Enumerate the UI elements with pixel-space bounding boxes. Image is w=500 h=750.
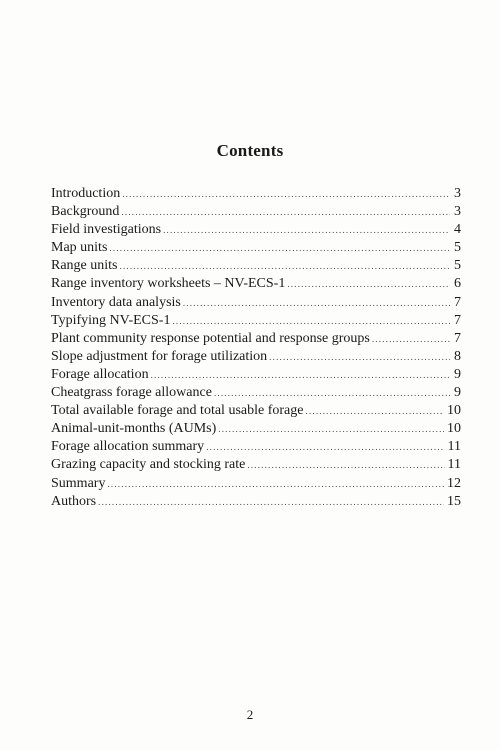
dot-leader — [247, 456, 444, 474]
toc-entry-page: 15 — [447, 493, 461, 509]
toc-entry — [51, 493, 461, 511]
dot-leader — [269, 348, 450, 366]
toc-entry — [51, 456, 461, 474]
table-of-contents — [51, 185, 461, 511]
toc-entry-page: 10 — [447, 421, 461, 437]
toc-entry-label: Animal-unit-months (AUMs) — [51, 421, 217, 437]
contents-title: Contents — [216, 141, 284, 160]
toc-entry-page: 9 — [454, 366, 461, 382]
toc-entry-page: 12 — [447, 475, 461, 491]
toc-entry-page: 5 — [454, 240, 461, 256]
toc-entry-page: 7 — [454, 312, 461, 328]
dot-leader — [120, 257, 451, 275]
dot-leader — [163, 221, 450, 239]
toc-entry-page: 3 — [454, 204, 461, 220]
toc-entry — [51, 420, 461, 438]
dot-leader — [214, 384, 450, 402]
dot-leader — [98, 493, 444, 511]
toc-entry — [51, 257, 461, 275]
toc-entry-label: Range units — [51, 258, 118, 274]
toc-entry-page: 7 — [454, 330, 461, 346]
toc-entry-label: Forage allocation summary — [51, 439, 205, 455]
toc-entry-page: 11 — [447, 457, 461, 473]
toc-entry-page: 3 — [454, 186, 461, 201]
toc-entry-page: 9 — [454, 385, 461, 401]
dot-leader — [206, 438, 444, 456]
toc-entry-label: Inventory data analysis — [51, 294, 181, 310]
toc-entry-label: Typifying NV-ECS-1 — [51, 312, 171, 328]
toc-entry — [51, 366, 461, 384]
toc-entry — [51, 438, 461, 456]
toc-entry-label: Cheatgrass forage allowance — [51, 385, 212, 401]
toc-entry — [51, 384, 461, 402]
toc-entry-label: Summary — [51, 475, 106, 491]
toc-entry-page: 8 — [454, 348, 461, 364]
dot-leader — [305, 402, 444, 420]
dot-leader — [121, 203, 450, 221]
dot-leader — [109, 239, 450, 257]
toc-entry — [51, 275, 461, 293]
toc-entry-page: 10 — [447, 403, 461, 419]
toc-entry — [51, 185, 461, 203]
toc-entry-label: Range inventory worksheets – NV-ECS-1 — [51, 276, 286, 292]
dot-leader — [218, 420, 444, 438]
dot-leader — [372, 330, 450, 348]
toc-entry-label: Introduction — [51, 186, 121, 201]
toc-entry-page: 6 — [454, 276, 461, 292]
toc-entry-label: Grazing capacity and stocking rate — [51, 457, 246, 473]
dot-leader — [122, 185, 450, 203]
dot-leader — [183, 294, 450, 312]
dot-leader — [172, 312, 450, 330]
toc-entry-label: Plant community response potential and response groups — [51, 330, 370, 346]
toc-entry — [51, 203, 461, 221]
toc-entry — [51, 221, 461, 239]
dot-leader — [287, 275, 450, 293]
dot-leader — [151, 366, 450, 384]
toc-entry — [51, 294, 461, 312]
toc-entry — [51, 330, 461, 348]
toc-entry-label: Map units — [51, 240, 108, 256]
toc-entry-label: Authors — [51, 493, 97, 509]
toc-entry — [51, 348, 461, 366]
dot-leader — [107, 475, 444, 493]
toc-entry-label: Background — [51, 204, 120, 220]
toc-entry-page: 5 — [454, 258, 461, 274]
toc-entry-label: Forage allocation — [51, 366, 149, 382]
toc-entry — [51, 239, 461, 257]
toc-entry-page: 11 — [447, 439, 461, 455]
toc-entry — [51, 475, 461, 493]
toc-entry-label: Field investigations — [51, 222, 162, 238]
toc-entry-page: 4 — [454, 222, 461, 238]
toc-entry — [51, 402, 461, 420]
toc-entry — [51, 312, 461, 330]
toc-entry-label: Slope adjustment for forage utilization — [51, 348, 268, 364]
toc-entry-page: 7 — [454, 294, 461, 310]
toc-entry-label: Total available forage and total usable forage — [51, 403, 304, 419]
page-number: 2 — [246, 707, 254, 722]
